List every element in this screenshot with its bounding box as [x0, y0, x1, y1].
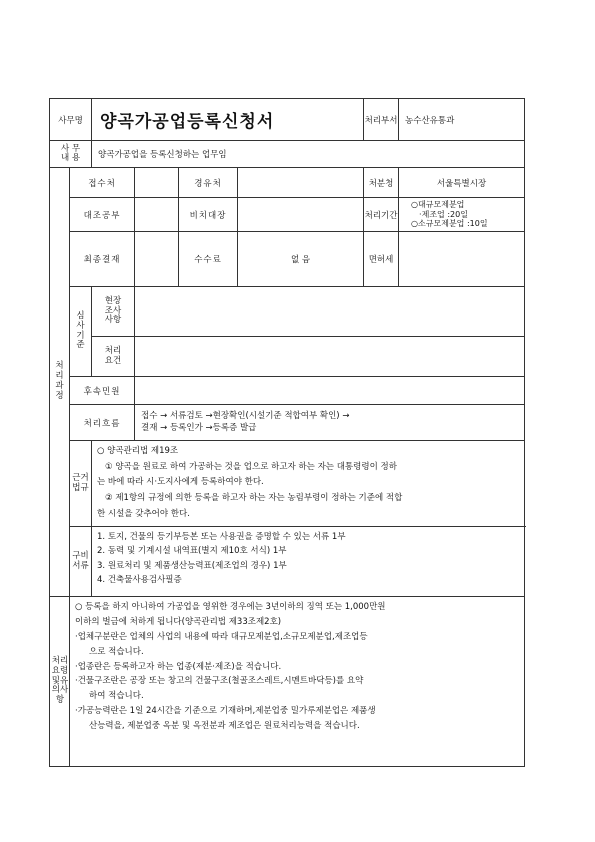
note-line-5: ·업종란은 등록하고자 하는 업종(제분·제조)을 적습니다. — [75, 661, 282, 672]
doc-line-4: 4. 건축물사용검사필증 — [97, 575, 182, 586]
legal-basis-label — [70, 441, 92, 527]
ledger-value — [135, 198, 179, 232]
followup-label: 후속민원 — [70, 377, 135, 405]
review-label-text: 심사기준 — [76, 310, 85, 351]
work-name-label: 사무명 — [50, 99, 92, 141]
license-tax-value — [399, 232, 525, 287]
followup-value — [135, 377, 525, 405]
legal-line-2: ① 양곡을 원료로 하여 가공하는 것을 업으로 하고자 하는 자는 대통령령이 정하 — [105, 461, 397, 472]
handler-value: 서울특별시장 — [399, 168, 525, 198]
dept-label: 처리부서 — [364, 99, 399, 141]
handler-label: 처분청 — [364, 168, 399, 198]
notes-content — [70, 597, 525, 767]
ledger-label: 대조공부 — [70, 198, 135, 232]
period-line-1: ○대규모제분업 — [411, 200, 465, 210]
documents-content — [92, 527, 525, 597]
dept-value: 농수산유통과 — [399, 99, 525, 141]
process-side-label — [50, 168, 70, 597]
registration-form — [49, 98, 525, 767]
route-label: 경유처 — [179, 168, 238, 198]
final-approval-label: 최종결재 — [70, 232, 135, 287]
review-label — [70, 287, 92, 377]
flow-label: 처리흐름 — [70, 405, 135, 441]
legal-line-1: ○ 양곡관리법 제19조 — [97, 446, 179, 456]
handling-req-value — [135, 337, 525, 377]
doc-line-3: 3. 원료처리 및 제품생산능력표(제조업의 경우) 1부 — [97, 560, 287, 571]
flow-line-2: 결재 → 등록인가 →등록증 발급 — [141, 422, 257, 433]
fee-value: 없 음 — [238, 232, 364, 287]
period-line-3: ○소규모제분업 :10일 — [411, 219, 488, 229]
keep-value — [238, 198, 364, 232]
receive-label: 접수처 — [70, 168, 135, 198]
legal-basis-content — [92, 441, 525, 527]
note-line-8: ·가공능력란은 1일 24시간을 기준으로 기재하며,제분업중 밀가루제분업은 제품생 — [75, 706, 376, 717]
work-content-label-line2: 내 용 — [60, 153, 81, 163]
site-check-label — [92, 287, 135, 337]
period-label: 처리기간 — [364, 198, 399, 232]
period-line-2: ·제조업 :20일 — [419, 209, 468, 219]
flow-value — [135, 405, 525, 441]
license-tax-label: 면허세 — [364, 232, 399, 287]
work-content-label — [50, 141, 92, 168]
legal-line-5: 한 시설을 갖추어야 한다. — [97, 508, 190, 519]
legal-line-3: 는 바에 따라 시·도지사에게 등록하여야 한다. — [97, 477, 264, 488]
legal-basis-label-text: 근거법규 — [72, 472, 89, 493]
notes-label — [50, 597, 70, 767]
final-approval-value — [135, 232, 179, 287]
note-line-9: 산능력을, 제분업중 옥분 및 옥전분과 제조업은 원료처리능력을 적습니다. — [89, 721, 360, 731]
route-value — [238, 168, 364, 198]
notes-label-text: 처리요령및유의사항 — [51, 656, 69, 706]
site-check-value — [135, 287, 525, 337]
work-content-value: 양곡가공업을 등록신청하는 업무임 — [92, 141, 525, 168]
period-value — [399, 198, 525, 232]
handling-req-label-text: 처리요건 — [104, 345, 122, 366]
note-line-6: ·건물구조란은 공장 또는 창고의 건물구조(철골조스레트,시멘트바닥등)를 요약 — [75, 676, 364, 687]
note-line-2: 이하의 벌금에 처하게 됩니다(양곡관리법 제33조제2호) — [75, 616, 282, 627]
documents-label — [70, 527, 92, 597]
legal-line-4: ② 제1항의 규정에 의한 등록을 하고자 하는 자는 농림부령이 정하는 기준에 적합 — [105, 493, 403, 504]
keep-label: 비치대장 — [179, 198, 238, 232]
note-line-4: 으로 적습니다. — [89, 646, 144, 657]
fee-label: 수수료 — [179, 232, 238, 287]
process-side-label-text: 처리과정 — [55, 361, 64, 401]
flow-line-1: 접수 → 서류검토 →현장확인(시설기준 적합여부 확인) → — [141, 411, 350, 422]
note-line-7: 하여 적습니다. — [89, 691, 144, 702]
doc-line-1: 1. 토지, 건물의 등기부등본 또는 사용권을 증명할 수 있는 서류 1부 — [97, 532, 346, 542]
work-content-label-line1: 사 무 — [60, 143, 81, 154]
receive-value — [135, 168, 179, 198]
handling-req-label — [92, 337, 135, 377]
note-line-1: ○ 등록을 하지 아니하여 가공업을 영위한 경우에는 3년이하의 징역 또는 1,000만원 — [75, 602, 386, 612]
documents-label-text: 구비서류 — [72, 550, 89, 571]
doc-line-2: 2. 동력 및 기계시설 내역표(별지 제10호 서식) 1부 — [97, 546, 287, 557]
note-line-3: ·업체구분란은 업체의 사업의 내용에 따라 대규모제분업,소규모제분업,제조업등 — [75, 631, 368, 642]
form-title: 양곡가공업등록신청서 — [92, 99, 364, 141]
site-check-label-text: 현장조사사항 — [104, 295, 122, 326]
